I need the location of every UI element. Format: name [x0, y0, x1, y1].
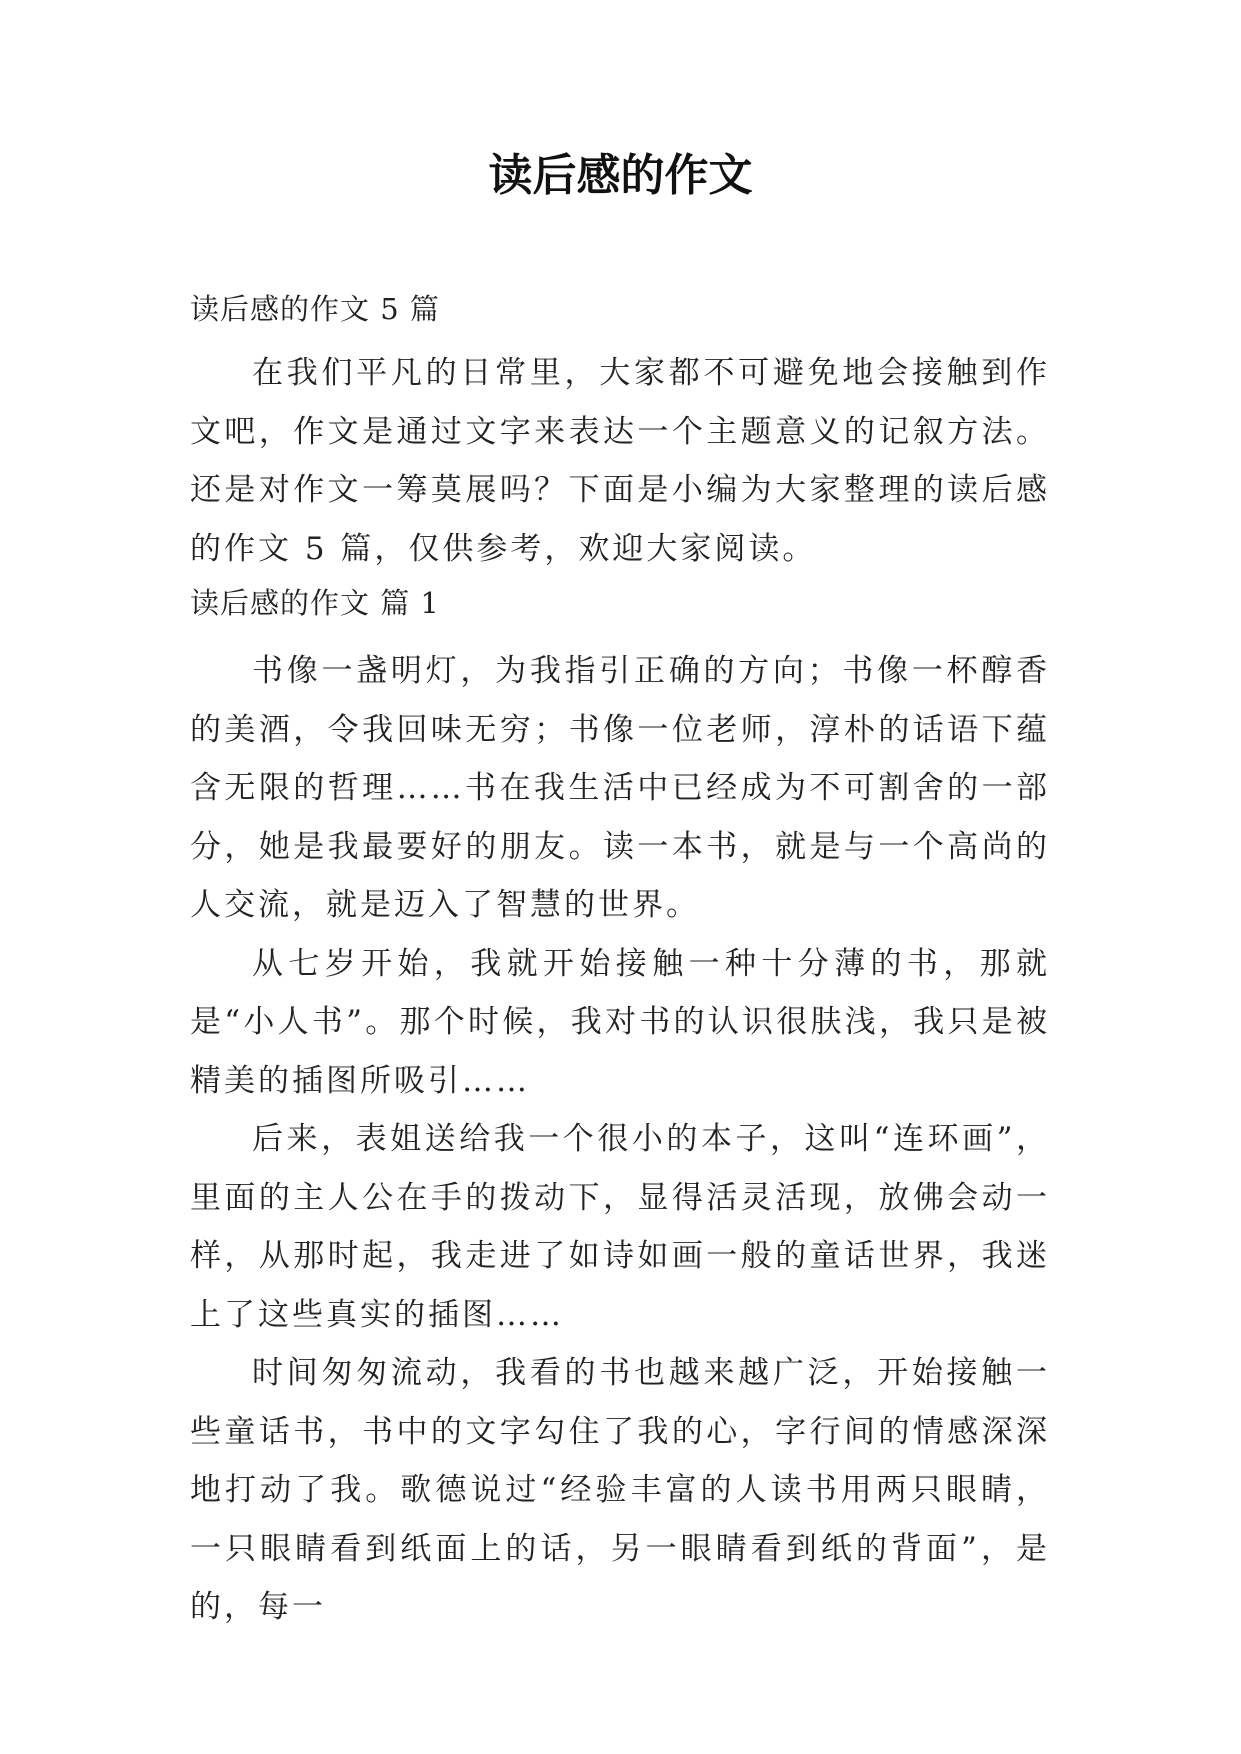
- body-paragraph-1: 书像一盏明灯，为我指引正确的方向；书像一杯醇香的美酒，令我回味无穷；书像一位老师，淳朴的话语下蕴含无限的哲理……书在我生活中已经成为不可割舍的一部分，她是我最要好的朋友。读一本书，就是与一个高尚的人交流，就是迈入了智慧的世界。: [190, 653, 1050, 923]
- body-paragraph-3: 后来，表姐送给我一个很小的本子，这叫“连环画”，里面的主人公在手的拨动下，显得活灵活现，放佛会动一样，从那时起，我走进了如诗如画一般的童话世界，我迷上了这些真实的插图……: [190, 1121, 1050, 1333]
- document-title: 读后感的作文: [488, 150, 753, 201]
- document-subtitle: 读后感的作文 5 篇: [190, 292, 440, 326]
- section-heading: 读后感的作文 篇 1: [190, 586, 440, 620]
- body-paragraph-4: 时间匆匆流动，我看的书也越来越广泛，开始接触一些童话书，书中的文字勾住了我的心，字行间的情感深深地打动了我。歌德说过“经验丰富的人读书用两只眼睛，一只眼睛看到纸面上的话，另一眼睛看到纸的背面”，是的，每一: [190, 1355, 1050, 1625]
- intro-paragraph: 在我们平凡的日常里，大家都不可避免地会接触到作文吧，作文是通过文字来表达一个主题意义的记叙方法。还是对作文一筹莫展吗？下面是小编为大家整理的读后感的作文 5 篇，仅供参考，欢迎大家阅读。: [190, 355, 1050, 567]
- body-paragraph-2: 从七岁开始，我就开始接触一种十分薄的书，那就是“小人书”。那个时候，我对书的认识很肤浅，我只是被精美的插图所吸引……: [190, 945, 1050, 1099]
- document-body: [190, 288, 1050, 1637]
